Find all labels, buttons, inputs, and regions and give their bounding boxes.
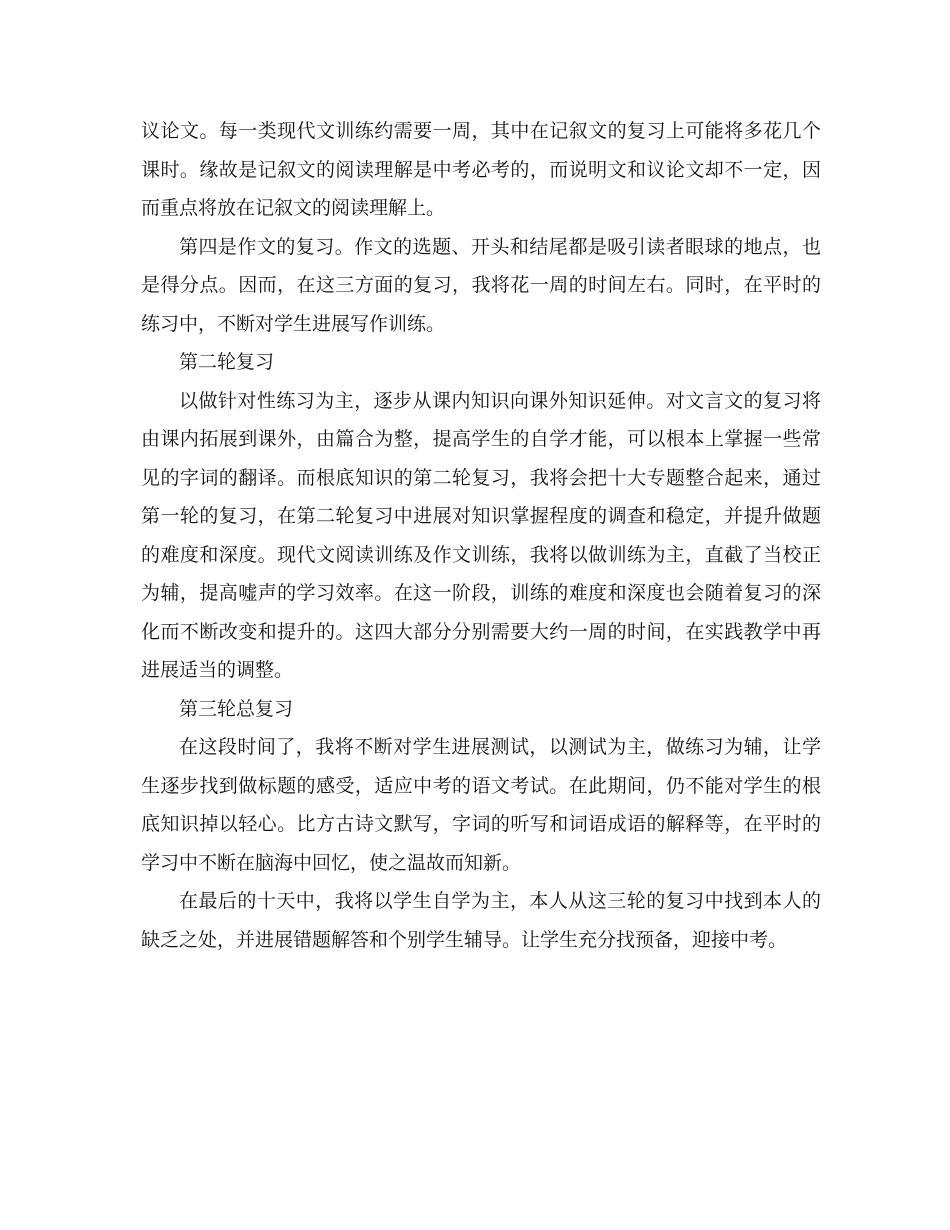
section-heading-second-round: 第二轮复习 xyxy=(179,351,275,373)
section-heading-third-round: 第三轮总复习 xyxy=(179,697,294,720)
paragraph-final-days: 在最后的十天中，我将以学生自学为主，本人从这三轮的复习中找到本人的缺乏之处，并进展错题解答和个别学生辅导。让学生充分找预备，迎接中考。 xyxy=(141,890,821,951)
paragraph-second-round: 以做针对性练习为主，逐步从课内知识向课外知识延伸。对文言文的复习将由课内拓展到课外，由篇合为整，提高学生的自学才能，可以根本上掌握一些常见的字词的翻译。而根底知识的第二轮复习，我将会把十大专题整合起来，通过第一轮的复习，在第二轮复习中进展对知识掌握程度的调查和稳定，并提升做题的难度和深度。现代文阅读训练及作文训练，我将以做训练为主，直截了当校正为辅，提高嘘声的学习效率。在这一阶段，训练的难度和深度也会随着复习的深化而不断改变和提升的。这四大部分分别需要大约一周的时间，在实践教学中再进展适当的调整。 xyxy=(141,389,821,681)
paragraph-essay-review: 第四是作文的复习。作文的选题、开头和结尾都是吸引读者眼球的地点，也是得分点。因而，在这三方面的复习，我将花一周的时间左右。同时，在平时的练习中，不断对学生进展写作训练。 xyxy=(141,235,821,335)
paragraph-continuation: 议论文。每一类现代文训练约需要一周，其中在记叙文的复习上可能将多花几个课时。缘故是记叙文的阅读理解是中考必考的，而说明文和议论文却不一定，因而重点将放在记叙文的阅读理解上。 xyxy=(141,120,821,219)
document-body xyxy=(141,112,821,959)
paragraph-third-round: 在这段时间了，我将不断对学生进展测试，以测试为主，做练习为辅，让学生逐步找到做标题的感受，适应中考的语文考试。在此期间，仍不能对学生的根底知识掉以轻心。比方古诗文默写，字词的听写和词语成语的解释等，在平时的学习中不断在脑海中回忆，使之温故而知新。 xyxy=(141,736,821,874)
